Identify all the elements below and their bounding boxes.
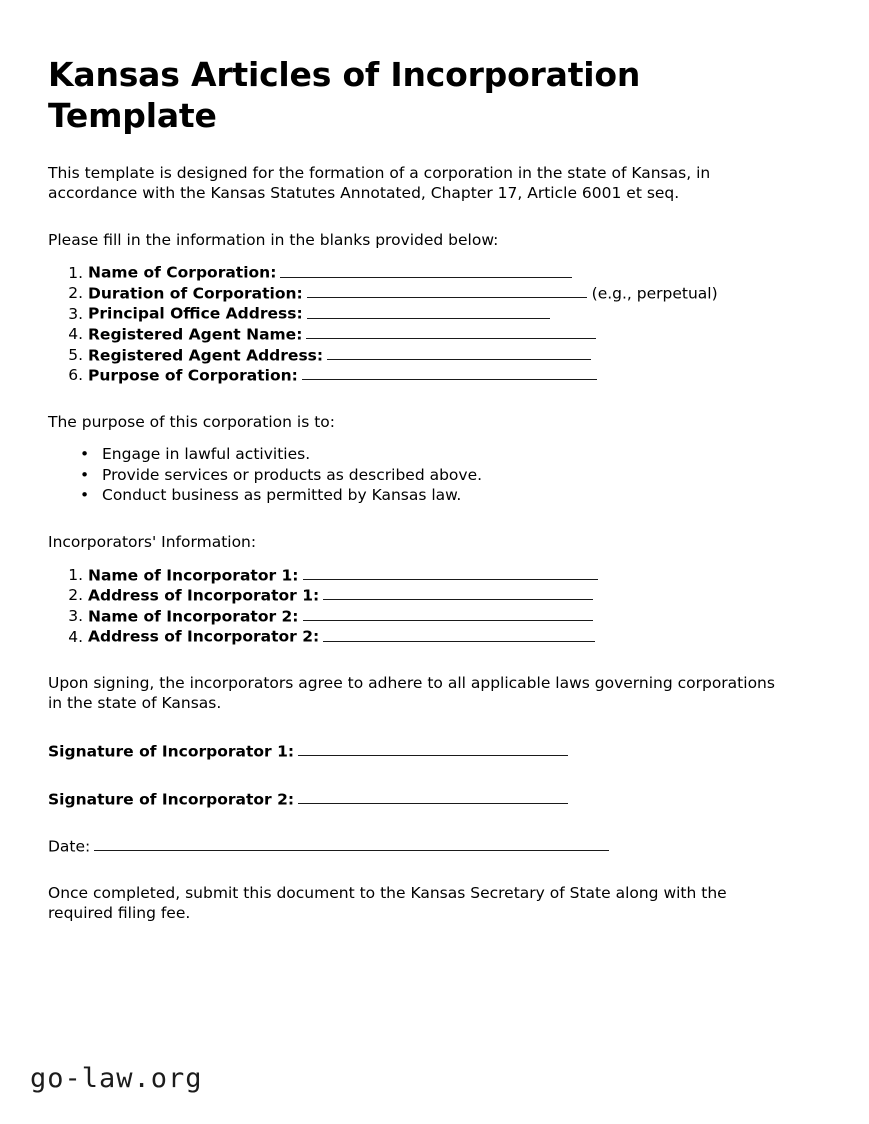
field-label: Duration of Corporation:	[88, 284, 303, 303]
list-item: • Engage in lawful activities.	[90, 444, 793, 465]
field-label: Purpose of Corporation:	[88, 366, 298, 385]
field-label: Address of Incorporator 1:	[88, 586, 320, 605]
site-watermark: go-law.org	[30, 1063, 203, 1094]
field-blank[interactable]	[280, 262, 572, 277]
incorporators-heading: Incorporators' Information:	[48, 533, 257, 552]
purpose-list	[48, 444, 793, 506]
field-blank[interactable]	[327, 345, 591, 360]
intro-paragraph: This template is designed for the formation of a corporation in the state of Kansas, in accordance with the Kansas Statutes Annotated, Chapter 17, Article 6001 et seq.	[48, 163, 711, 203]
field-blank[interactable]	[302, 365, 597, 380]
signature-2-label: Signature of Incorporator 2:	[48, 790, 295, 809]
signature-2-blank[interactable]	[298, 789, 568, 804]
field-blank[interactable]	[306, 324, 596, 339]
list-item	[88, 585, 793, 606]
field-blank[interactable]	[307, 303, 550, 318]
field-blank[interactable]	[323, 626, 595, 641]
field-blank[interactable]	[303, 565, 598, 580]
field-label: Address of Incorporator 2:	[88, 627, 320, 646]
incorporator-fields-list	[48, 565, 793, 647]
list-item	[88, 345, 793, 366]
field-label: Registered Agent Address:	[88, 345, 324, 364]
list-item	[88, 303, 793, 324]
list-item	[88, 283, 793, 304]
list-item	[88, 606, 793, 627]
date-label: Date:	[48, 837, 91, 856]
closing-paragraph: Once completed, submit this document to the Kansas Secretary of State along with the required filing fee.	[48, 883, 727, 923]
signature-1-label: Signature of Incorporator 1:	[48, 742, 295, 761]
field-label: Name of Corporation:	[88, 263, 277, 282]
page-title: Kansas Articles of Incorporation Template	[48, 55, 641, 136]
signature-row-1	[48, 741, 793, 762]
purpose-heading: The purpose of this corporation is to:	[48, 412, 336, 431]
list-item	[88, 365, 793, 386]
signature-row-2	[48, 789, 793, 810]
corporation-fields-list	[48, 262, 793, 385]
field-blank[interactable]	[323, 585, 593, 600]
signature-1-blank[interactable]	[298, 741, 568, 756]
date-blank[interactable]	[94, 836, 609, 851]
field-label: Principal Office Address:	[88, 304, 303, 323]
document-body	[48, 54, 793, 924]
list-item: • Provide services or products as described above.	[90, 465, 793, 486]
date-row	[48, 836, 793, 857]
field-label: Name of Incorporator 2:	[88, 607, 299, 625]
instruction-paragraph: Please fill in the information in the blanks provided below:	[48, 230, 499, 249]
field-blank[interactable]	[303, 606, 593, 621]
agreement-paragraph: Upon signing, the incorporators agree to adhere to all applicable laws governing corporations in the state of Kansas.	[48, 673, 775, 713]
list-item	[88, 626, 793, 647]
field-label: Name of Incorporator 1:	[88, 565, 299, 584]
field-note: (e.g., perpetual)	[591, 284, 718, 303]
list-item: • Conduct business as permitted by Kansas law.	[90, 485, 793, 506]
field-label: Registered Agent Name:	[88, 325, 303, 344]
list-item	[88, 324, 793, 345]
list-item	[88, 262, 793, 283]
field-blank[interactable]	[307, 283, 587, 298]
list-item	[88, 565, 793, 586]
